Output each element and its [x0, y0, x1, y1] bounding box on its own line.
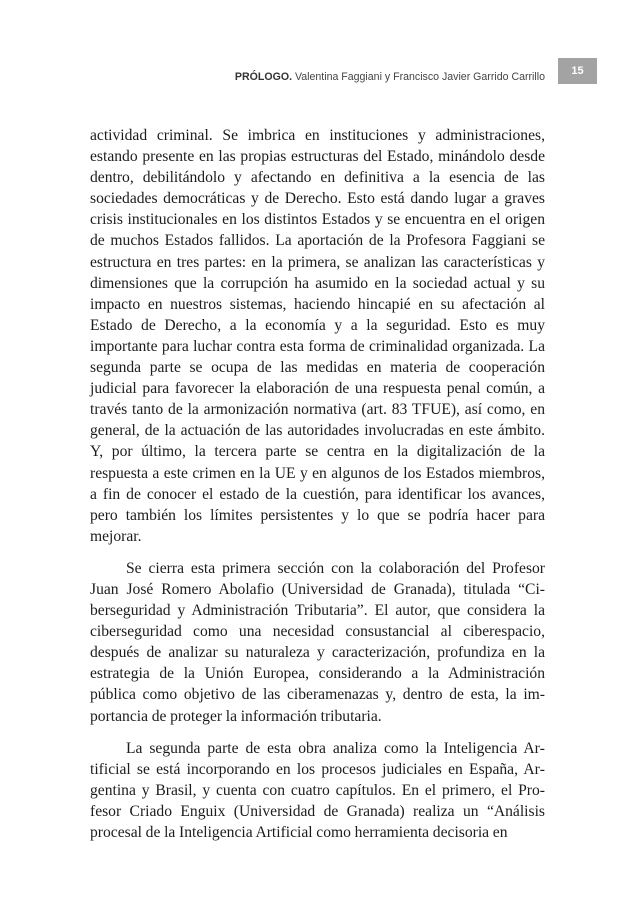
running-header	[90, 71, 545, 83]
page-number: 15	[571, 65, 584, 77]
section-label: PRÓLOGO.	[234, 71, 293, 83]
paragraph-2: Se cierra esta primera sección con la colaboración del Profesor Juan José Romero Abolafio (Universidad de Granada), titulada “Ciberseguridad y Administración Tributaria”. El autor, que considera la ciberseguridad como una necesidad consustancial al ciberespacio, después de analizar su naturaleza y caracterización, profundiza en la estrategia de la Unión Europea, considerando a la Administración pública como objetivo de las ciberamenazas y, dentro de esta, la importancia de proteger la información tributaria.	[90, 559, 545, 725]
page-number-tab	[558, 58, 597, 84]
header-authors: Valentina Faggiani y Francisco Javier Garrido Carrillo	[292, 71, 545, 83]
body-text	[90, 125, 545, 843]
paragraph-1: actividad criminal. Se imbrica en instituciones y administraciones, estando presente en las propias estructuras del Estado, minándolo desde dentro, debilitándolo y afectando en definitiva a la esencia de las sociedades democráticas y de Derecho. Esto está dando lugar a graves crisis institucionales en los distintos Estados y se encuentra en el origen de muchos Estados fallidos. La aportación de la Profesora Faggiani se estructura en tres partes: en la primera, se analizan las características y dimensiones que la corrupción ha asumido en la sociedad actual y su impacto en nuestros sistemas, haciendo hincapié en su afectación al Estado de Derecho, a la economía y a la seguridad. Esto es muy importante para luchar contra esta forma de criminalidad organizada. La segunda parte se ocupa de las medidas en materia de cooperación judicial para favorecer la elaboración de una respuesta penal común, a través tanto de la armonización normativa (art. 83 TFUE), así como, en general, de la actuación de las autoridades involucradas en este ámbito. Y, por último, la tercera parte se centra en la digitalización de la respuesta a este crimen en la UE y en algunos de los Estados miembros, a fin de conocer el estado de la cuestión, para identificar los avances, pero también los límites persistentes y lo que se podría hacer para mejorar.	[90, 127, 545, 545]
paragraph-3: La segunda parte de esta obra analiza como la Inteligencia Artificial se está incorporando en los procesos judiciales en España, Argentina y Brasil, y cuenta con cuatro capítulos. En el primero, el Profesor Criado Enguix (Universidad de Granada) realiza un “Análisis procesal de la Inteligencia Artificial como herramienta decisoria en	[90, 739, 545, 841]
